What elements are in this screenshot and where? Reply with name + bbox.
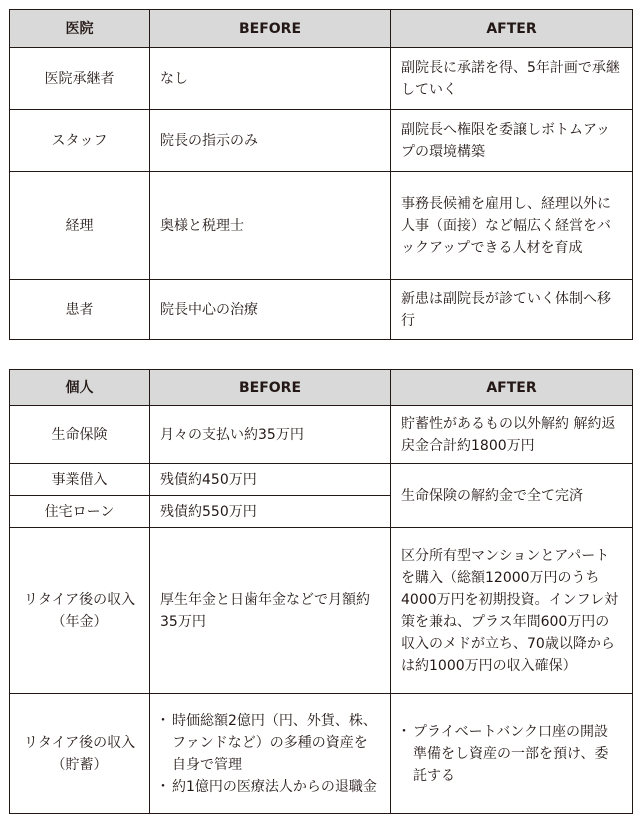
row-after <box>391 694 633 814</box>
row-category: スタッフ <box>10 110 150 172</box>
row-before <box>150 694 391 814</box>
row-after: 貯蓄性があるもの以外解約 解約返戻金合計約1800万円 <box>391 406 633 464</box>
row-category: 経理 <box>10 172 150 280</box>
header-category: 医院 <box>10 10 150 48</box>
row-after: 区分所有型マンションとアパートを購入（総額12000万円のうち4000万円を初期投資。インフレ対策を兼ね、プラス年間600万円の収入のメドが立ち、70歳以降からは約1000万円の収入確保） <box>391 528 633 694</box>
list-item: ・ 時価総額2億円（円、外貨、株、ファンドなど）の多種の資産を自身で管理 <box>160 710 380 776</box>
table-row <box>10 280 633 340</box>
row-before: 残債約450万円 <box>150 464 391 496</box>
header-after: AFTER <box>391 370 633 406</box>
personal-table <box>9 369 633 814</box>
row-before: 残債約550万円 <box>150 496 391 528</box>
row-before: 月々の支払い約35万円 <box>150 406 391 464</box>
header-category: 個人 <box>10 370 150 406</box>
row-after: 新患は副院長が診ていく体制へ移行 <box>391 280 633 340</box>
table-header-row <box>10 370 633 406</box>
table-header-row <box>10 10 633 48</box>
header-before: BEFORE <box>150 370 391 406</box>
row-after: 副院長に承諾を得、5年計画で承継していく <box>391 48 633 110</box>
before-bullet-list <box>160 710 380 798</box>
row-before: なし <box>150 48 391 110</box>
after-bullet-list <box>401 721 622 787</box>
row-before: 院長中心の治療 <box>150 280 391 340</box>
row-category: リタイア後の収入（年金） <box>10 528 150 694</box>
row-category: 患者 <box>10 280 150 340</box>
hospital-table <box>9 9 633 340</box>
table-row <box>10 110 633 172</box>
row-category: リタイア後の収入（貯蓄） <box>10 694 150 814</box>
row-after: 副院長へ権限を委譲しボトムアップの環境構築 <box>391 110 633 172</box>
list-item: ・ プライベートバンク口座の開設準備をし資産の一部を預け、委託する <box>401 721 622 787</box>
table-row <box>10 464 633 496</box>
row-category: 事業借入 <box>10 464 150 496</box>
row-category: 生命保険 <box>10 406 150 464</box>
table-row <box>10 172 633 280</box>
table-row <box>10 48 633 110</box>
table-row <box>10 528 633 694</box>
table-row <box>10 694 633 814</box>
header-before: BEFORE <box>150 10 391 48</box>
row-after-merged: 生命保険の解約金で全て完済 <box>391 464 633 528</box>
row-before: 院長の指示のみ <box>150 110 391 172</box>
row-after: 事務長候補を雇用し、経理以外に人事（面接）など幅広く経営をバックアップできる人材を育成 <box>391 172 633 280</box>
row-before: 奥様と税理士 <box>150 172 391 280</box>
table-row <box>10 406 633 464</box>
row-before: 厚生年金と日歯年金などで月額約35万円 <box>150 528 391 694</box>
list-item: ・ 約1億円の医療法人からの退職金 <box>160 776 380 798</box>
header-after: AFTER <box>391 10 633 48</box>
row-category: 医院承継者 <box>10 48 150 110</box>
row-category: 住宅ローン <box>10 496 150 528</box>
